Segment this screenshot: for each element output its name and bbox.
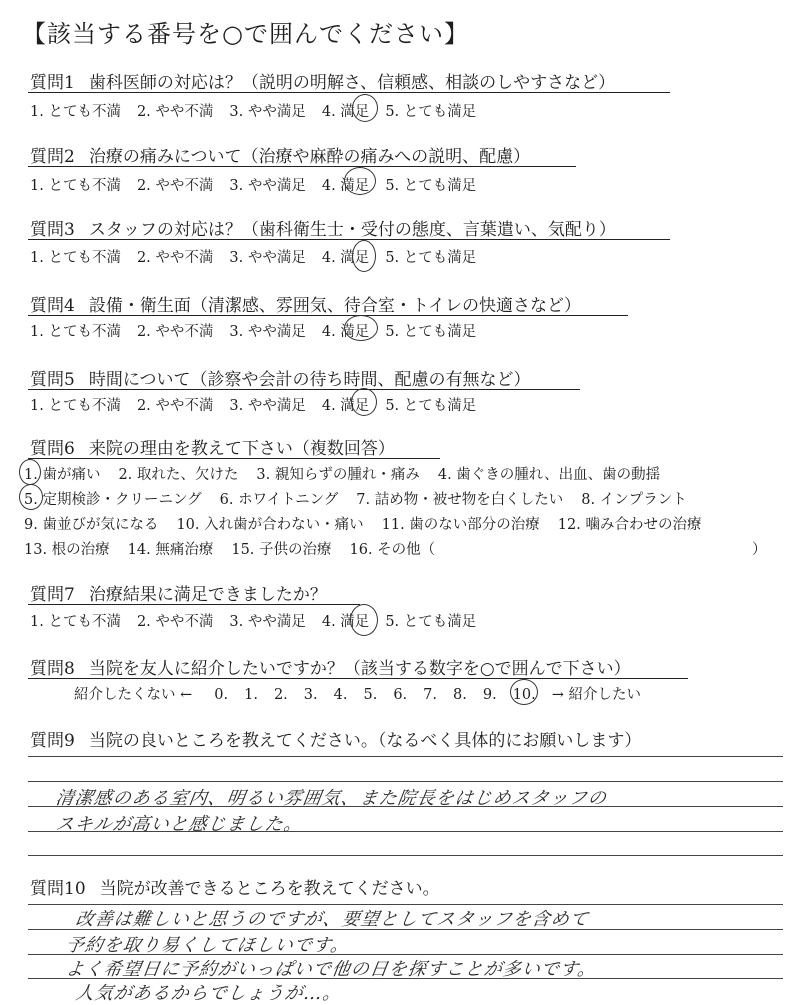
option-4[interactable]: 4. 満足 (321, 614, 370, 630)
question-number: 質問4 (30, 296, 75, 316)
option-4[interactable]: 4. 満足 (321, 398, 370, 414)
option-3[interactable]: 3. やや満足 (229, 398, 306, 414)
reason-option[interactable]: 5. 定期検診・クリーニング (24, 492, 202, 508)
q6-row-4 (24, 538, 453, 559)
option-5[interactable]: 5. とても満足 (385, 250, 477, 266)
question-3-title (30, 215, 616, 240)
question-2-title (30, 142, 530, 167)
option-1[interactable]: 1. とても不満 (30, 324, 121, 340)
option-1[interactable]: 1. とても不満 (30, 614, 121, 630)
option-2[interactable]: 2. やや不満 (136, 398, 214, 414)
reason-option[interactable]: 13. 根の治療 (24, 542, 110, 558)
answer-circle (350, 604, 378, 636)
question-number: 質問9 (30, 731, 75, 751)
option-4[interactable]: 4. 満足 (321, 104, 370, 120)
q6-row-3 (24, 513, 719, 534)
question-text: 歯科医師の対応は？（説明の明解さ、信頼感、相談のしやすさなど） (88, 73, 616, 93)
underline (28, 678, 688, 679)
question-1-title (30, 68, 615, 93)
question-text: 治療結果に満足できましたか？ (88, 585, 327, 605)
option-3[interactable]: 3. やや満足 (229, 614, 306, 630)
scale-left-label: 紹介したくない ← (74, 687, 193, 703)
answer-circle (352, 94, 378, 122)
reason-option[interactable]: 9. 歯並びが気になる (24, 517, 159, 533)
answer-circle (344, 167, 376, 195)
question-number: 質問1 (30, 73, 75, 93)
underline (28, 92, 670, 93)
question-number: 質問8 (30, 659, 75, 679)
option-4[interactable]: 4. 満足 (321, 250, 370, 266)
option-1[interactable]: 1. とても不満 (30, 250, 121, 266)
question-8-title (30, 654, 631, 679)
question-1-options (30, 100, 492, 121)
handwritten-answer-line: スキルが高いと感じました。 (54, 814, 305, 835)
scale-5[interactable]: 5. (363, 687, 378, 703)
reason-option[interactable]: 4. 歯ぐきの腫れ、出血、歯の動揺 (437, 467, 661, 483)
option-4[interactable]: 4. 満足 (321, 324, 370, 340)
question-number: 質問6 (30, 439, 75, 459)
answer-circle (19, 459, 41, 485)
question-2-options (30, 174, 492, 195)
question-5-title (30, 365, 531, 390)
answer-circle (510, 679, 538, 705)
question-8-scale (74, 683, 657, 704)
question-text: 治療の痛みについて（治療や麻酔の痛みへの説明、配慮） (88, 147, 531, 167)
scale-2[interactable]: 2. (273, 687, 288, 703)
scale-6[interactable]: 6. (393, 687, 408, 703)
underline (28, 166, 576, 167)
option-4[interactable]: 4. 満足 (321, 178, 370, 194)
answer-rule (28, 855, 783, 856)
handwritten-answer-line: よく希望日に予約がいっぱいで他の日を探すことが多いです。 (64, 959, 598, 980)
option-2[interactable]: 2. やや不満 (136, 324, 214, 340)
option-2[interactable]: 2. やや不満 (136, 250, 214, 266)
answer-rule (28, 781, 783, 782)
option-1[interactable]: 1. とても不満 (30, 178, 121, 194)
q6-row-2 (24, 488, 705, 509)
underline (28, 389, 580, 390)
question-9-title (30, 726, 641, 751)
reason-option[interactable]: 10. 入れ歯が合わない・痛い (176, 517, 364, 533)
scale-9[interactable]: 9. (482, 687, 497, 703)
reason-option[interactable]: 2. 取れた、欠けた (118, 467, 239, 483)
question-number: 質問2 (30, 147, 75, 167)
scale-right-label: → 紹介したい (551, 687, 642, 703)
option-3[interactable]: 3. やや満足 (229, 178, 306, 194)
option-5[interactable]: 5. とても満足 (385, 614, 477, 630)
scale-10[interactable]: 10. (512, 687, 536, 703)
option-2[interactable]: 2. やや不満 (136, 178, 214, 194)
question-number: 質問7 (30, 585, 75, 605)
question-text: 当院を友人に紹介したいですか？（該当する数字を○で囲んで下さい） (88, 659, 631, 679)
question-4-options (30, 320, 492, 341)
reason-option[interactable]: 6. ホワイトニング (219, 492, 339, 508)
question-7-options (30, 610, 492, 631)
option-3[interactable]: 3. やや満足 (229, 250, 306, 266)
survey-header: 【該当する番号を○で囲んでください】 (22, 20, 469, 48)
question-text: 当院が改善できるところを教えてください。 (99, 879, 440, 899)
handwritten-answer-line: 予約を取り易くしてほしいです。 (64, 935, 351, 956)
option-5[interactable]: 5. とても満足 (385, 104, 477, 120)
handwritten-answer-line: 清潔感のある室内、明るい雰囲気、また院長をはじめスタッフの (54, 788, 609, 809)
question-text: 来院の理由を教えて下さい（複数回答） (88, 439, 395, 459)
option-1[interactable]: 1. とても不満 (30, 398, 121, 414)
question-10-title (30, 874, 440, 899)
question-4-title (30, 291, 581, 316)
q6-row-1 (24, 463, 678, 484)
option-5[interactable]: 5. とても満足 (385, 398, 477, 414)
option-5[interactable]: 5. とても満足 (385, 178, 477, 194)
reason-option[interactable]: 11. 歯のない部分の治療 (381, 517, 540, 533)
option-2[interactable]: 2. やや不満 (136, 614, 214, 630)
option-5[interactable]: 5. とても満足 (385, 324, 477, 340)
underline (28, 239, 670, 240)
underline (28, 604, 360, 605)
option-2[interactable]: 2. やや不満 (136, 104, 214, 120)
reason-option[interactable]: 3. 親知らずの腫れ・痛み (256, 467, 420, 483)
handwritten-answer-line: 改善は難しいと思うのですが、要望としてスタッフを含めて (74, 909, 591, 930)
scale-7[interactable]: 7. (423, 687, 438, 703)
answer-circle (19, 484, 43, 510)
scale-1[interactable]: 1. (244, 687, 258, 703)
reason-option[interactable]: 1. 歯が痛い (24, 467, 101, 483)
reason-option[interactable]: 7. 詰め物・被せ物を白くしたい (356, 492, 564, 508)
question-text: 当院の良いところを教えてください。（なるべく具体的にお願いします） (88, 731, 642, 751)
other-close-paren: ） (752, 542, 767, 558)
question-7-title (30, 580, 327, 605)
answer-rule (28, 756, 783, 757)
question-text: 時間について（診察や会計の待ち時間、配慮の有無など） (88, 370, 531, 390)
question-6-title (30, 434, 395, 459)
option-1[interactable]: 1. とても不満 (30, 104, 121, 120)
scale-0[interactable]: 0. (214, 687, 229, 703)
question-number: 質問5 (30, 370, 75, 390)
reason-option[interactable]: 8. インプラント (581, 492, 687, 508)
question-text: スタッフの対応は？（歯科衛生士・受付の態度、言葉遣い、気配り） (88, 220, 616, 240)
scale-4[interactable]: 4. (333, 687, 348, 703)
reason-option[interactable]: 12. 噛み合わせの治療 (557, 517, 702, 533)
handwritten-answer-line: 人気があるからでしょうが…。 (74, 983, 344, 1004)
option-3[interactable]: 3. やや満足 (229, 324, 306, 340)
question-number: 質問3 (30, 220, 75, 240)
underline (28, 315, 628, 316)
option-3[interactable]: 3. やや満足 (229, 104, 306, 120)
question-5-options (30, 394, 492, 415)
reason-option[interactable]: 15. 子供の治療 (231, 542, 332, 558)
reason-option[interactable]: 14. 無痛治療 (127, 542, 214, 558)
answer-circle (351, 388, 377, 416)
question-3-options (30, 246, 492, 267)
underline (28, 458, 440, 459)
question-text: 設備・衛生面（清潔感、雰囲気、待合室・トイレの快適さなど） (88, 296, 581, 316)
reason-option[interactable]: 16. その他（ (349, 542, 436, 558)
scale-8[interactable]: 8. (453, 687, 467, 703)
answer-circle (344, 315, 378, 341)
answer-circle (352, 240, 376, 272)
question-number: 質問10 (30, 879, 86, 899)
scale-3[interactable]: 3. (303, 687, 318, 703)
